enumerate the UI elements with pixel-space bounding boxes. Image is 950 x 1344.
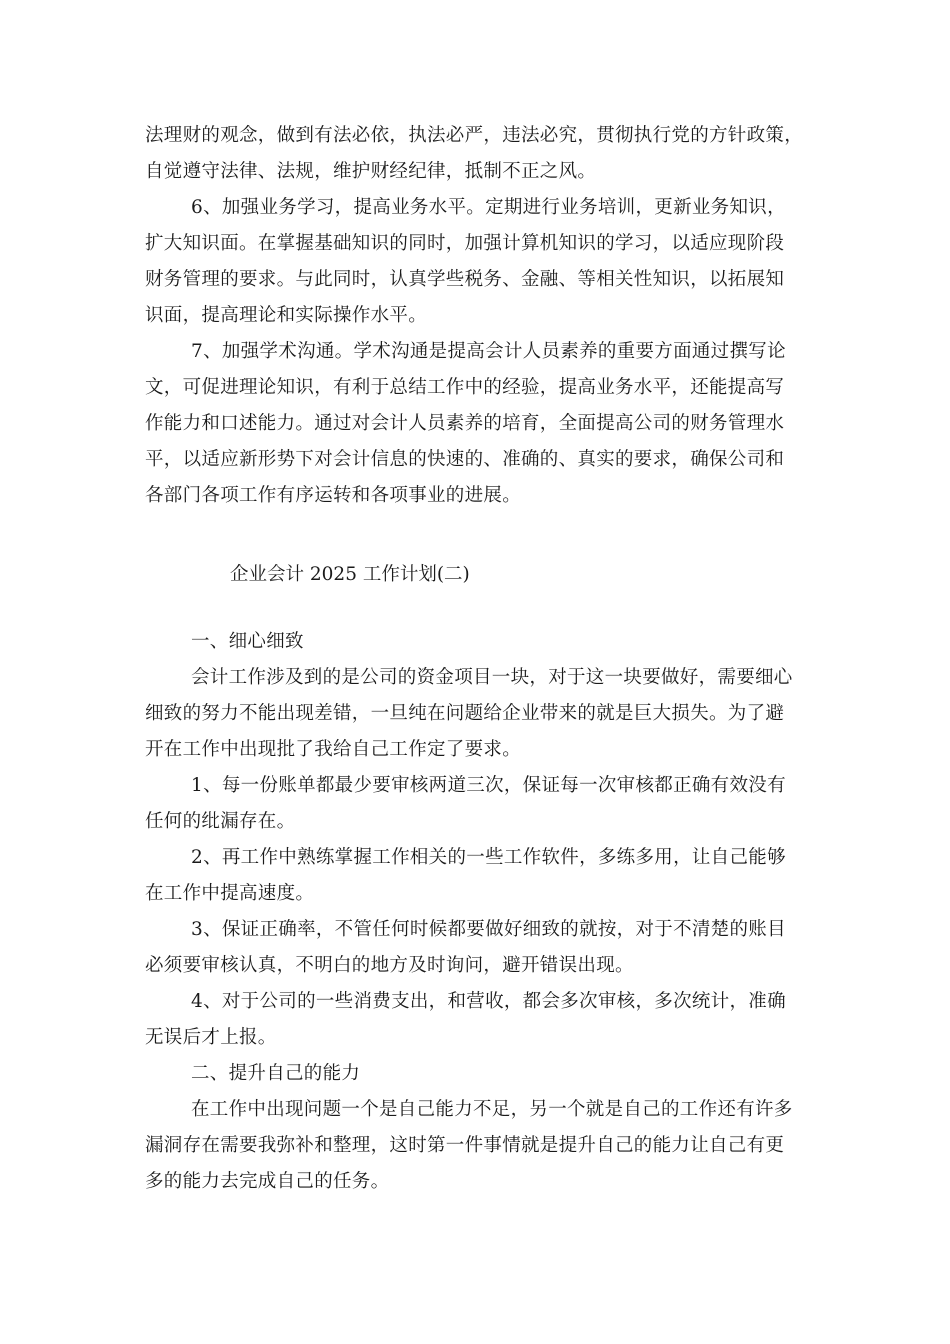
section-heading: 二、提升自己的能力	[191, 1063, 361, 1084]
text-line: 财务管理的要求。与此同时，认真学些税务、金融、等相关性知识，以拓展知	[145, 269, 785, 290]
text-line: 任何的纰漏存在。	[145, 811, 296, 832]
text-line: 各部门各项工作有序运转和各项事业的进展。	[145, 485, 522, 506]
section-2-text	[145, 624, 805, 1200]
text-line: 1、每一份账单都最少要审核两道三次，保证每一次审核都正确有效没有	[191, 775, 786, 796]
text-line: 会计工作涉及到的是公司的资金项目一块，对于这一块要做好，需要细心	[191, 667, 793, 688]
text-line: 6、加强业务学习，提高业务水平。定期进行业务培训，更新业务知识，	[191, 197, 786, 218]
text-line: 作能力和口述能力。通过对会计人员素养的培育，全面提高公司的财务管理水	[145, 413, 785, 434]
text-line: 细致的努力不能出现差错，一旦纯在问题给企业带来的就是巨大损失。为了避	[145, 703, 785, 724]
text-line: 漏洞存在需要我弥补和整理，这时第一件事情就是提升自己的能力让自己有更	[145, 1135, 785, 1156]
text-line: 自觉遵守法律、法规，维护财经纪律，抵制不正之风。	[145, 161, 597, 182]
text-line: 2、再工作中熟练掌握工作相关的一些工作软件，多练多用，让自己能够	[191, 847, 786, 868]
text-line: 扩大知识面。在掌握基础知识的同时，加强计算机知识的学习，以适应现阶段	[145, 233, 785, 254]
document-title: 企业会计 2025 工作计划(二)	[230, 564, 470, 585]
text-line: 平，以适应新形势下对会计信息的快速的、准确的、真实的要求，确保公司和	[145, 449, 785, 470]
text-line: 多的能力去完成自己的任务。	[145, 1171, 390, 1192]
text-line: 3、保证正确率，不管任何时候都要做好细致的就按，对于不清楚的账目	[191, 919, 786, 940]
text-line: 在工作中提高速度。	[145, 883, 315, 904]
text-line: 文，可促进理论知识，有利于总结工作中的经验，提高业务水平，还能提高写	[145, 377, 785, 398]
text-line: 4、对于公司的一些消费支出，和营收，都会多次审核，多次统计，准确	[191, 991, 786, 1012]
section-1-text	[145, 118, 805, 514]
text-line: 无误后才上报。	[145, 1027, 277, 1048]
text-line: 开在工作中出现批了我给自己工作定了要求。	[145, 739, 522, 760]
text-line: 法理财的观念，做到有法必依，执法必严，违法必究，贯彻执行党的方针政策，	[145, 125, 804, 146]
section-heading: 一、细心细致	[191, 631, 304, 652]
text-line: 在工作中出现问题一个是自己能力不足，另一个就是自己的工作还有许多	[191, 1099, 793, 1120]
text-line: 必须要审核认真，不明白的地方及时询问，避开错误出现。	[145, 955, 634, 976]
text-line: 7、加强学术沟通。学术沟通是提高会计人员素养的重要方面通过撰写论	[191, 341, 786, 362]
text-line: 识面，提高理论和实际操作水平。	[145, 305, 428, 326]
